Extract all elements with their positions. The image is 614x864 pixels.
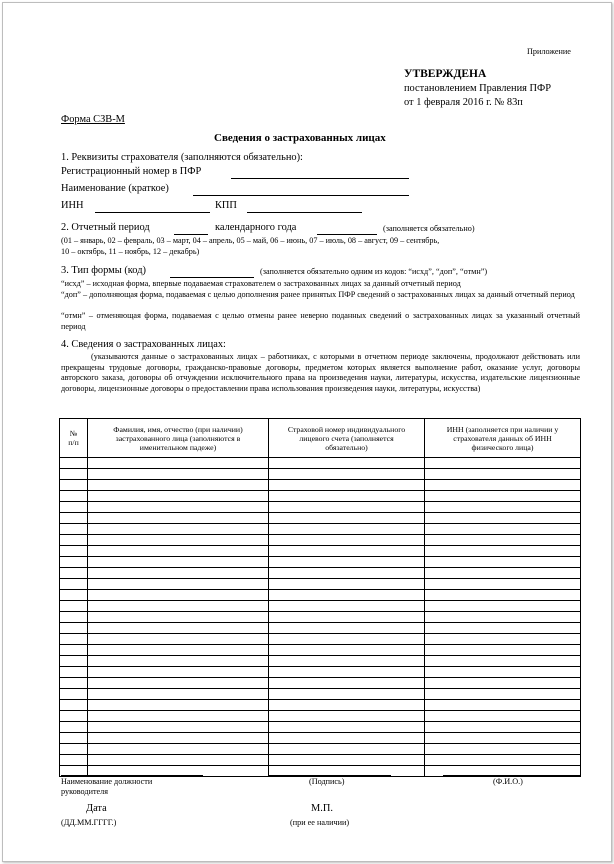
table-cell[interactable]	[425, 458, 581, 469]
signature-field[interactable]	[269, 775, 391, 776]
table-cell[interactable]	[60, 568, 88, 579]
period-label: 2. Отчетный период	[61, 222, 150, 233]
stamp-note-label: (при ее наличии)	[290, 818, 350, 827]
months-line-2: 10 – октябрь, 11 – ноябрь, 12 – декабрь)	[61, 247, 200, 256]
table-cell[interactable]	[425, 678, 581, 689]
table-cell[interactable]	[88, 557, 269, 568]
table-cell[interactable]	[425, 667, 581, 678]
code-dop-text: “доп” – дополняющая форма, подаваемая с целью дополнения ранее принятых ПФР сведений о застрахованных лицах за данный отчетный период	[61, 290, 575, 299]
table-cell[interactable]	[88, 546, 269, 557]
form-code: Форма СЗВ-М	[61, 114, 125, 125]
col-header-snils: Страховой номер индивидуального лицевого счета (заполняется обязательно)	[269, 419, 425, 458]
table-cell[interactable]	[269, 678, 425, 689]
table-cell[interactable]	[60, 678, 88, 689]
table-cell[interactable]	[88, 689, 269, 700]
table-cell[interactable]	[60, 601, 88, 612]
table-cell[interactable]	[88, 623, 269, 634]
form-type-field[interactable]	[170, 277, 254, 278]
table-cell[interactable]	[425, 513, 581, 524]
table-cell[interactable]	[269, 513, 425, 524]
table-cell[interactable]	[88, 513, 269, 524]
table-row	[60, 612, 581, 623]
table-row	[60, 491, 581, 502]
table-cell[interactable]	[269, 579, 425, 590]
table-cell[interactable]	[60, 480, 88, 491]
table-cell[interactable]	[88, 458, 269, 469]
table-cell[interactable]	[425, 645, 581, 656]
table-cell[interactable]	[60, 634, 88, 645]
table-cell[interactable]	[425, 634, 581, 645]
table-cell[interactable]	[425, 711, 581, 722]
table-cell[interactable]	[60, 645, 88, 656]
table-cell[interactable]	[60, 733, 88, 744]
table-row	[60, 634, 581, 645]
table-cell[interactable]	[269, 502, 425, 513]
table-row	[60, 513, 581, 524]
table-cell[interactable]	[60, 590, 88, 601]
table-row	[60, 711, 581, 722]
table-cell[interactable]	[88, 469, 269, 480]
table-cell[interactable]	[60, 755, 88, 766]
table-cell[interactable]	[269, 590, 425, 601]
table-cell[interactable]	[269, 755, 425, 766]
kpp-label: КПП	[215, 200, 237, 211]
table-row	[60, 579, 581, 590]
table-row	[60, 744, 581, 755]
table-row	[60, 601, 581, 612]
code-otmn-text: “отмн” – отменяющая форма, подаваемая с целью отмены ранее неверно поданных сведений о застрахованных лицах за указанный отчетный период	[61, 311, 580, 331]
table-cell[interactable]	[60, 711, 88, 722]
table-cell[interactable]	[269, 700, 425, 711]
table-cell[interactable]	[269, 458, 425, 469]
col-header-number	[60, 419, 88, 458]
months-line-1: (01 – январь, 02 – февраль, 03 – март, 04 – апрель, 05 – май, 06 – июнь, 07 – июль, 08 – август, 09 – сентябрь,	[61, 236, 440, 245]
table-cell[interactable]	[425, 755, 581, 766]
table-cell[interactable]	[88, 524, 269, 535]
table-cell[interactable]	[269, 667, 425, 678]
reg-number-label: Регистрационный номер в ПФР	[61, 166, 202, 177]
table-cell[interactable]	[88, 656, 269, 667]
table-row	[60, 590, 581, 601]
table-header-row	[60, 419, 581, 458]
table-row	[60, 568, 581, 579]
table-cell[interactable]	[425, 579, 581, 590]
org-name-field[interactable]	[193, 195, 409, 196]
kpp-field[interactable]	[247, 212, 362, 213]
table-cell[interactable]	[88, 744, 269, 755]
table-cell[interactable]	[425, 601, 581, 612]
fio-field[interactable]	[443, 775, 580, 776]
approved-label: УТВЕРЖДЕНА	[404, 68, 487, 80]
table-cell[interactable]	[269, 601, 425, 612]
table-row	[60, 502, 581, 513]
table-cell[interactable]	[60, 491, 88, 502]
table-cell[interactable]	[425, 491, 581, 502]
table-cell[interactable]	[88, 755, 269, 766]
table-cell[interactable]	[269, 733, 425, 744]
table-row	[60, 623, 581, 634]
appendix-label: Приложение	[527, 47, 571, 56]
table-row	[60, 733, 581, 744]
form-type-note: (заполняется обязательно одним из кодов: “исхд”, “доп”, “отмн”)	[260, 267, 488, 276]
table-cell[interactable]	[425, 623, 581, 634]
table-cell[interactable]	[425, 568, 581, 579]
fio-label: (Ф.И.О.)	[493, 777, 523, 786]
table-cell[interactable]	[425, 656, 581, 667]
table-cell[interactable]	[88, 612, 269, 623]
table-cell[interactable]	[60, 513, 88, 524]
table-cell[interactable]	[60, 557, 88, 568]
table-cell[interactable]	[88, 480, 269, 491]
table-cell[interactable]	[60, 667, 88, 678]
table-cell[interactable]	[88, 634, 269, 645]
table-cell[interactable]	[60, 535, 88, 546]
table-cell[interactable]	[425, 612, 581, 623]
table-cell[interactable]	[269, 557, 425, 568]
table-cell[interactable]	[60, 612, 88, 623]
position-label-1: Наименование должности	[61, 777, 153, 786]
table-cell[interactable]	[425, 700, 581, 711]
table-cell[interactable]	[88, 733, 269, 744]
position-label-2: руководителя	[61, 787, 109, 796]
table-cell[interactable]	[60, 623, 88, 634]
table-cell[interactable]	[88, 678, 269, 689]
table-cell[interactable]	[88, 667, 269, 678]
table-cell[interactable]	[425, 722, 581, 733]
decree-line-2: от 1 февраля 2016 г. № 83п	[404, 97, 523, 108]
table-row	[60, 524, 581, 535]
table-cell[interactable]	[88, 711, 269, 722]
code-ishd-text: “исхд” – исходная форма, впервые подаваемая страхователем о застрахованных лицах за данный отчетный период	[61, 279, 461, 288]
table-cell[interactable]	[88, 579, 269, 590]
table-cell[interactable]	[88, 601, 269, 612]
table-cell[interactable]	[88, 491, 269, 502]
table-cell[interactable]	[60, 458, 88, 469]
table-row	[60, 546, 581, 557]
table-cell[interactable]	[269, 689, 425, 700]
table-cell[interactable]	[425, 546, 581, 557]
table-cell[interactable]	[425, 557, 581, 568]
inn-field[interactable]	[95, 212, 210, 213]
insured-persons-table	[59, 418, 581, 777]
table-row	[60, 480, 581, 491]
table-cell[interactable]	[425, 524, 581, 535]
period-note: (заполняется обязательно)	[383, 224, 475, 233]
inn-label: ИНН	[61, 200, 84, 211]
table-cell[interactable]	[269, 469, 425, 480]
table-cell[interactable]	[269, 535, 425, 546]
table-cell[interactable]	[269, 656, 425, 667]
decree-line-1: постановлением Правления ПФР	[404, 83, 552, 94]
table-cell[interactable]	[425, 590, 581, 601]
table-cell[interactable]	[425, 689, 581, 700]
section4-description: (указываются данные о застрахованных лицах – работниках, с которыми в отчетном периоде заключены, продолжают действовать или прекращены трудовые договоры, гражданско-правовые договоры, предметом которых является выполнение работ, оказание услуг, договоры авторского заказа, договоры об отчуждении исключительного права на произведения науки, литературы, искусства, издательские лицензионные договоры, лицензионные договоры о предоставлении права использования произведения науки, литературы, искусства)	[61, 352, 580, 393]
table-cell[interactable]	[269, 645, 425, 656]
table-cell[interactable]	[269, 711, 425, 722]
table-cell[interactable]	[269, 634, 425, 645]
table-cell[interactable]	[60, 722, 88, 733]
table-row	[60, 678, 581, 689]
org-name-label: Наименование (краткое)	[61, 183, 169, 194]
table-cell[interactable]	[60, 579, 88, 590]
table-cell[interactable]	[425, 744, 581, 755]
year-label: календарного года	[215, 222, 297, 233]
table-row	[60, 656, 581, 667]
table-cell[interactable]	[88, 700, 269, 711]
table-cell[interactable]	[60, 656, 88, 667]
table-row	[60, 535, 581, 546]
table-cell[interactable]	[425, 469, 581, 480]
table-cell[interactable]	[269, 491, 425, 502]
date-format-label: (ДД.ММ.ГГГГ.)	[61, 818, 117, 827]
table-cell[interactable]	[60, 689, 88, 700]
date-label: Дата	[86, 803, 107, 814]
table-cell[interactable]	[425, 502, 581, 513]
year-field[interactable]	[317, 234, 377, 235]
stamp-label: М.П.	[311, 803, 333, 814]
table-cell[interactable]	[269, 546, 425, 557]
table-cell[interactable]	[425, 535, 581, 546]
table-cell[interactable]	[60, 546, 88, 557]
table-row	[60, 700, 581, 711]
table-cell[interactable]	[88, 722, 269, 733]
section4-heading: 4. Сведения о застрахованных лицах:	[61, 339, 226, 350]
table-row	[60, 667, 581, 678]
col-header-fio: Фамилия, имя, отчество (при наличии) застрахованного лица (заполняются в именительном падеже)	[88, 419, 269, 458]
table-row	[60, 645, 581, 656]
col-header-number-line1: №	[69, 429, 78, 438]
table-row	[60, 469, 581, 480]
table-cell[interactable]	[88, 535, 269, 546]
table-cell[interactable]	[269, 612, 425, 623]
table-cell[interactable]	[269, 568, 425, 579]
table-cell[interactable]	[60, 502, 88, 513]
table-row	[60, 722, 581, 733]
table-row	[60, 755, 581, 766]
reg-number-field[interactable]	[231, 178, 409, 179]
table-cell[interactable]	[88, 645, 269, 656]
section1-heading: 1. Реквизиты страхователя (заполняются обязательно):	[61, 152, 303, 163]
table-cell[interactable]	[269, 722, 425, 733]
table-cell[interactable]	[60, 469, 88, 480]
table-cell[interactable]	[60, 744, 88, 755]
signature-label: (Подпись)	[309, 777, 345, 786]
table-cell[interactable]	[269, 623, 425, 634]
table-cell[interactable]	[425, 480, 581, 491]
table-cell[interactable]	[60, 700, 88, 711]
col-header-inn: ИНН (заполняется при наличии у страхователя данных об ИНН физического лица)	[425, 419, 581, 458]
period-field[interactable]	[174, 234, 208, 235]
table-cell[interactable]	[60, 524, 88, 535]
form-type-label: 3. Тип формы (код)	[61, 265, 146, 276]
table-row	[60, 557, 581, 568]
table-cell[interactable]	[269, 744, 425, 755]
position-field[interactable]	[61, 775, 203, 776]
table-cell[interactable]	[425, 733, 581, 744]
table-cell[interactable]	[269, 480, 425, 491]
table-row	[60, 689, 581, 700]
page-title: Сведения о застрахованных лицах	[214, 132, 386, 144]
table-row	[60, 458, 581, 469]
table-cell[interactable]	[269, 524, 425, 535]
table-cell[interactable]	[88, 590, 269, 601]
table-cell[interactable]	[88, 568, 269, 579]
table-cell[interactable]	[88, 502, 269, 513]
col-header-number-line2: п/п	[68, 438, 79, 447]
